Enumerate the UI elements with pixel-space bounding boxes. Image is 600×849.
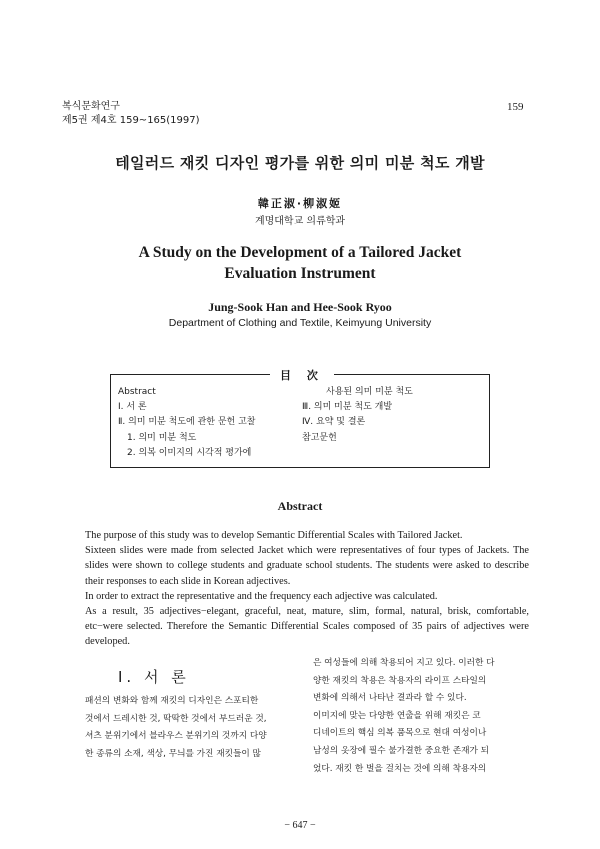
toc-item: Ⅳ. 요약 및 결론 <box>302 417 366 428</box>
text-line: 디네이트의 핵심 의복 품목으로 현대 여성이나 <box>313 728 487 739</box>
abstract-heading: Abstract <box>277 499 323 513</box>
english-affiliation: Department of Clothing and Textile, Keimyung University <box>168 317 432 329</box>
toc-right-column <box>302 385 413 446</box>
korean-authors: 韓正淑·柳淑姬 <box>257 197 343 210</box>
abstract-paragraph: Sixteen slides were made from selected Jacket which were representatives of four types of Jackets. The slides were shown to college students and graduate school students. The students were asked to describe their responses to each slide in Korean adjectives. <box>85 545 529 587</box>
korean-affiliation: 계명대학교 의류학과 <box>254 216 346 227</box>
journal-volume: 제5권 제4호 159~165(1997) <box>62 115 200 126</box>
abstract-paragraph: In order to extract the representative and the frequency each adjective was calculated. <box>85 590 438 602</box>
abstract-paragraph: The purpose of this study was to develop Semantic Differential Scales with Tailored Jacket. <box>85 530 463 541</box>
korean-title: 테일러드 재킷 디자인 평가를 위한 의미 미분 척도 개발 <box>115 154 485 172</box>
english-title-line1: A Study on the Development of a Tailored Jacket <box>138 244 462 261</box>
text-line: 은 여성들에 의해 착용되어 지고 있다. 이러한 다 <box>313 658 495 668</box>
journal-name: 복식문화연구 <box>62 101 120 112</box>
toc-item: 참고문헌 <box>302 432 337 443</box>
text-line: 셔츠 분위기에서 블라우스 분위기의 것까지 다양 <box>85 731 267 742</box>
toc-heading: 目 次 <box>270 367 334 383</box>
english-title <box>90 242 510 284</box>
text-line: 이미지에 맞는 다양한 연출을 위해 재킷은 코 <box>313 710 481 721</box>
text-line: 양한 재킷의 착용은 착용자의 라이프 스타일의 <box>313 675 487 686</box>
toc-item: Ⅲ. 의미 미분 척도 개발 <box>302 402 393 413</box>
left-column-text <box>85 693 267 763</box>
text-line: 었다. 재킷 한 벌을 걸치는 것에 의해 착용자의 <box>313 763 487 774</box>
text-line: 한 종류의 소재, 색상, 무늬를 가진 재킷들이 많 <box>85 748 261 759</box>
toc-item: 사용된 의미 미분 척도 <box>326 387 413 397</box>
toc-left-column <box>118 385 255 461</box>
toc-item: Ⅱ. 의미 미분 척도에 관한 문헌 고찰 <box>118 417 256 428</box>
section-heading-introduction: Ⅰ. 서 론 <box>118 668 190 686</box>
page-footer: − 647 − <box>284 820 316 831</box>
abstract-body <box>85 528 529 650</box>
toc-item: Ⅰ. 서 론 <box>118 402 147 413</box>
english-authors: Jung-Sook Han and Hee-Sook Ryoo <box>208 300 392 314</box>
toc-item: 2. 의복 이미지의 시각적 평가에 <box>127 447 252 458</box>
text-line: 패션의 변화와 함께 재킷의 디자인은 스포티한 <box>85 696 259 706</box>
journal-header <box>62 100 200 128</box>
page-number: 159 <box>507 101 524 113</box>
right-column-text <box>313 655 495 778</box>
abstract-paragraph: As a result, 35 adjectives−elegant, graceful, neat, mature, slim, formal, natural, brisk, comfortable, etc−were selected. Therefore the Semantic Differential Scales composed of 35 pairs of adjectives were developed. <box>85 606 529 648</box>
text-line: 변화에 의해서 나타난 결과라 할 수 있다. <box>313 693 467 704</box>
text-line: 것에서 드레시한 것, 딱딱한 것에서 부드러운 것, <box>85 713 267 724</box>
toc-item: 1. 의미 미분 척도 <box>127 432 197 443</box>
text-line: 남성의 옷장에 필수 불가결한 중요한 존재가 되 <box>313 745 490 756</box>
english-title-line2: Evaluation Instrument <box>224 265 376 282</box>
toc-item: Abstract <box>118 387 156 397</box>
